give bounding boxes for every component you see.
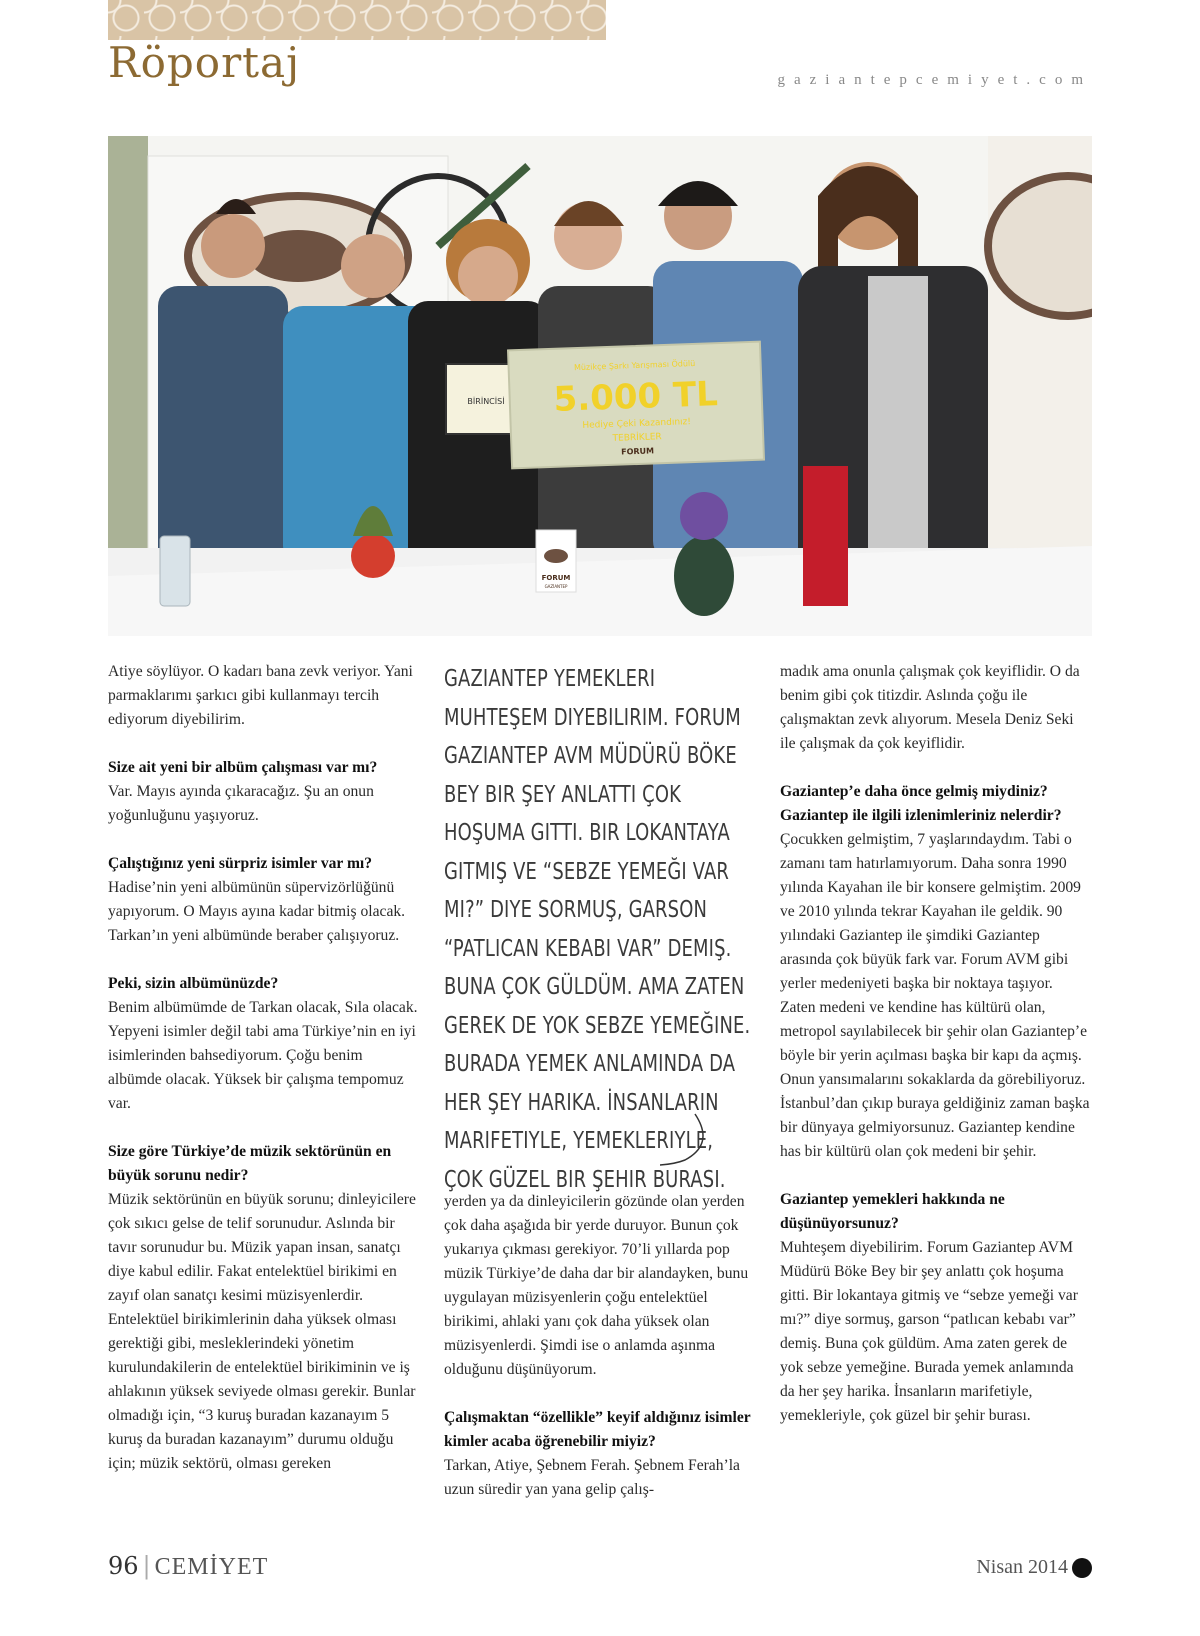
footer-page-info: [108, 1552, 268, 1581]
answer: Benim albümümde de Tarkan olacak, Sıla olacak. Yepyeni isimler değil tabi ama Türkiye’nin en iyi isimlerinden bahsediyorum. Çoğu benim albümde olacak. Yüksek bir çalışma tempomuz var.: [108, 999, 418, 1112]
right-paragraph-1: madık ama onunla çalışmak çok keyiflidir. O da benim gibi çok titizdir. Aslında çoğu ile çalışmaktan zevk alıyorum. Mesela Deniz Seki ile çalışmak da çok keyiflidir.: [780, 663, 1080, 752]
footer-dot-icon: [1072, 1558, 1092, 1578]
left-paragraph-1: Atiye söylüyor. O kadarı bana zevk veriyor. Yani parmaklarımı şarkıcı gibi kullanmayı tercih ediyorum diyebilirim.: [108, 663, 413, 728]
answer: Var. Mayıs ayında çıkaracağız. Şu an onun yoğunluğunu yaşıyoruz.: [108, 783, 374, 824]
table-sign-brand: FORUM: [541, 574, 571, 582]
header-pattern-strip: [108, 0, 606, 40]
answer: Muhteşem diyebilirim. Forum Gaziantep AVM Müdürü Böke Bey bir şey anlattı çok hoşuma gitti. Bir lokantaya gitmiş ve “sebze yemeği var mı?” diye sormuş, garson “patlıcan kebabı var” demiş. Buna çok güldüm. Ama zaten gerek de yok sebze yemeğine. Burada yemek anlamında da her şey harika. İnsanların marifetiyle, yemekleriyle, çok güzel bir şehir burası.: [780, 1239, 1078, 1424]
interview-photo: [108, 136, 1092, 636]
answer: Hadise’nin yeni albümünün süpervizörlüğünü yapıyorum. O Mayıs ayına kadar bitmiş olacak. Tarkan’ın yeni albümünde beraber çalışıyoruz.: [108, 879, 406, 944]
question: Çalıştığınız yeni sürpriz isimler var mı?: [108, 855, 373, 872]
question: Gaziantep’e daha önce gelmiş miydiniz? Gaziantep ile ilgili izlenimleriniz nelerdir?: [780, 783, 1062, 824]
answer: Müzik sektörünün en büyük sorunu; dinleyicilere çok sıkıcı gelse de telif sorunudur. Aslında bir tavır sorunudur bu. Müzik yapan insan, sanatçı diye kabul edilir. Fakat entelektüel birikimi en zayıf olan sanatçı kesimi müzisyenlerdir. Entelektüel birikimlerinin daha yüksek olması gerektiği gibi, mesleklerindeki yönetim kurulundakilerin de entelektüel birikiminin ve iş ahlakının yüksek seviyede olması gerekir. Bunlar olmadığı için, “3 kuruş buradan kazanayım 5 kuruş da buradan kazanayım” durumu olduğu için; müzik sektörü, olması gereken: [108, 1191, 416, 1472]
footer-separator: |: [142, 1552, 151, 1580]
question: Gaziantep yemekleri hakkında ne düşünüyorsunuz?: [780, 1191, 1005, 1232]
certificate-title: BİRİNCİSİ: [467, 397, 505, 406]
site-url: gaziantepcemiyet.com: [777, 72, 1092, 88]
check-line-3: TEBRİKLER: [612, 432, 662, 444]
quote-tail-icon: [660, 1112, 720, 1172]
flower-pot-left: [351, 534, 395, 578]
right-column: [780, 660, 1090, 1428]
prize-check: [508, 342, 764, 469]
check-amount: 5.000 TL: [552, 374, 719, 420]
right-qa-1: [780, 780, 1090, 1164]
question: Size ait yeni bir albüm çalışması var mı?: [108, 759, 378, 776]
answer: Tarkan, Atiye, Şebnem Ferah. Şebnem Ferah’la uzun süredir yan yana gelip çalış-: [444, 1457, 740, 1498]
left-qa-2: [108, 852, 418, 948]
question: Çalışmaktan “özellikle” keyif aldığınız isimler kimler acaba öğrenebilir miyiz?: [444, 1409, 751, 1450]
issue-date: Nisan 2014: [976, 1556, 1068, 1578]
left-column: [108, 660, 418, 1476]
middle-column: [444, 1190, 754, 1502]
question: Size göre Türkiye’de müzik sektörünün en büyük sorunu nedir?: [108, 1143, 392, 1184]
answer: Çocukken gelmiştim, 7 yaşlarındaydım. Tabi o zamanı tam hatırlamıyorum. Daha sonra 1990 yılında Kayahan ile bir konsere gelmiştim. 2009 ve 2010 yılında tekrar Kayahan ile geldik. 90 yılındaki Gaziantep ile şimdiki Gaziantep arasında çok büyük fark var. Forum AVM gibi yerler medeniyeti başka bir noktaya taşıyor. Zaten medeni ve kendine has kültürü olan, metropol sayılabilecek bir şehir olan Gaziantep’e böyle bir yerin açılması başka bir kapı da açmış. Onun yansımalarını sokaklarda da görebiliyoruz. İstanbul’dan çıkıp buraya geldiğiniz zaman başka bir dünyaya gelmiyorsunuz. Gaziantep kendine has bir kültürü olan çok medeni bir şehir.: [780, 831, 1090, 1160]
table-sign-sub: GAZİANTEP: [544, 584, 568, 589]
question: Peki, sizin albümünüzde?: [108, 975, 279, 992]
section-title: Röportaj: [108, 38, 301, 87]
pull-quote: GAZIANTEP YEMEKLERI MUHTEŞEM DIYEBILIRIM. FORUM GAZIANTEP AVM MÜDÜRÜ BÖKE BEY BIR ŞEY ANLATTI ÇOK HOŞUMA GITTI. BIR LOKANTAYA GITMIŞ VE “SEBZE YEMEĞI VAR MI?” DIYE SORMUŞ, GARSON “PATLICAN KEBABI VAR” DEMIŞ. BUNA ÇOK GÜLDÜM. AMA ZATEN GEREK DE YOK SEBZE YEMEĞINE. BURADA YEMEK ANLAMINDA DA HER ŞEY HARIKA. İNSANLARIN MARIFETIYLE, YEMEKLERIYLE, ÇOK GÜZEL BIR ŞEHIR BURASI.: [444, 666, 751, 1193]
check-line-1: Müzikçe Şarkı Yarışması Ödülü: [573, 358, 696, 373]
right-qa-2: [780, 1188, 1090, 1428]
flower-pot-right: [674, 536, 734, 616]
left-qa-3: [108, 972, 418, 1116]
middle-paragraph-1: yerden ya da dinleyicilerin gözünde olan yerden çok daha aşağıda bir yerde duruyor. Bunun çok yukarıya çıkması gerekiyor. 70’li yıllarda pop müzik Türkiye’de daha dar bir alandayken, bunu uygulayan müzisyenlerin çoğu entelektüel birikimi, ahlaki yanı çok daha yüksek olan müzisyenlerdi. Şimdi ise o anlamda aşınma olduğunu düşünüyorum.: [444, 1193, 749, 1378]
left-qa-1: [108, 756, 418, 828]
page-number: 96: [108, 1552, 139, 1580]
left-qa-4: [108, 1140, 418, 1476]
check-brand: FORUM: [621, 446, 655, 457]
magazine-name: CEMİYET: [154, 1554, 269, 1580]
middle-qa-1: [444, 1406, 754, 1502]
check-line-2: Hediye Çeki Kazandınız!: [582, 417, 692, 431]
